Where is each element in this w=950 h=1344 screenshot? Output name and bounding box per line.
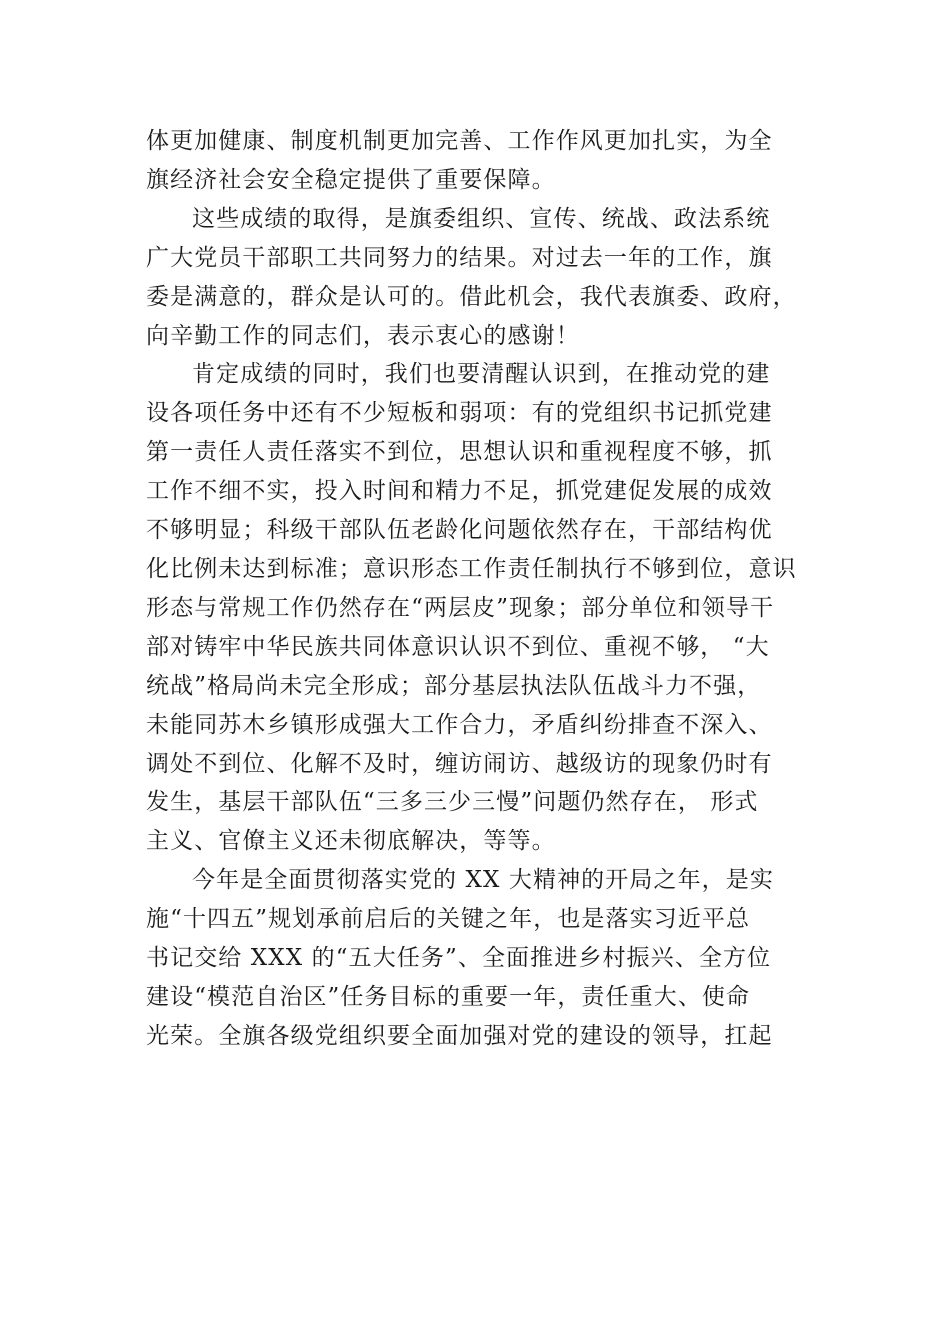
text-line: 建设“模范自治区”任务目标的重要一年，责任重大、使命 [146,983,751,1010]
text-line: 书记交给 XXX 的“五大任务”、全面推进乡村振兴、全方位 [146,945,772,972]
paragraph-4 [146,861,810,1056]
text-line: 工作不细不实，投入时间和精力不足，抓党建促发展的成效 [146,478,773,505]
text-line: 第一责任人责任落实不到位，思想认识和重视程度不够，抓 [146,439,773,466]
text-line: 施“十四五”规划承前启后的关键之年，也是落实习近平总 [146,906,751,933]
text-line: 不够明显；科级干部队伍老龄化问题依然存在，干部结构优 [146,517,773,544]
text-line: 统战”格局尚未完全形成；部分基层执法队伍战斗力不强， [146,672,762,699]
text-line: 广大党员干部职工共同努力的结果。对过去一年的工作，旗 [146,244,773,271]
paragraph-1 [146,122,810,200]
text-line: 向辛勤工作的同志们，表示衷心的感谢！ [146,322,580,349]
text-line: 设各项任务中还有不少短板和弱项：有的党组织书记抓党建 [146,400,773,427]
text-line: 今年是全面贯彻落实党的 XX 大精神的开局之年，是实 [192,867,774,894]
text-line: 化比例未达到标准；意识形态工作责任制执行不够到位，意识 [146,555,797,582]
document-body [146,122,810,1056]
text-line: 光荣。全旗各级党组织要全面加强对党的建设的领导，扛起 [146,1022,773,1049]
text-line: 部对铸牢中华民族共同体意识认识不到位、重视不够， “大 [146,633,770,660]
text-line: 旗经济社会安全稳定提供了重要保障。 [146,166,556,193]
text-line: 未能同苏木乡镇形成强大工作合力，矛盾纠纷排查不深入、 [146,711,773,738]
text-line: 委是满意的，群众是认可的。借此机会，我代表旗委、政府， [146,283,797,310]
text-line: 主义、官僚主义还未彻底解决，等等。 [146,828,556,855]
text-line: 肯定成绩的同时，我们也要清醒认识到，在推动党的建 [192,361,771,388]
text-line: 这些成绩的取得，是旗委组织、宣传、统战、政法系统 [192,205,771,232]
paragraph-3 [146,355,810,861]
paragraph-2 [146,200,810,356]
text-line: 形态与常规工作仍然存在“两层皮”现象；部分单位和领导干 [146,594,775,621]
text-line: 体更加健康、制度机制更加完善、工作作风更加扎实，为全 [146,128,773,154]
text-line: 调处不到位、化解不及时，缠访闹访、越级访的现象仍时有 [146,750,773,777]
text-line: 发生，基层干部队伍“三多三少三慢”问题仍然存在， 形式 [146,789,759,816]
